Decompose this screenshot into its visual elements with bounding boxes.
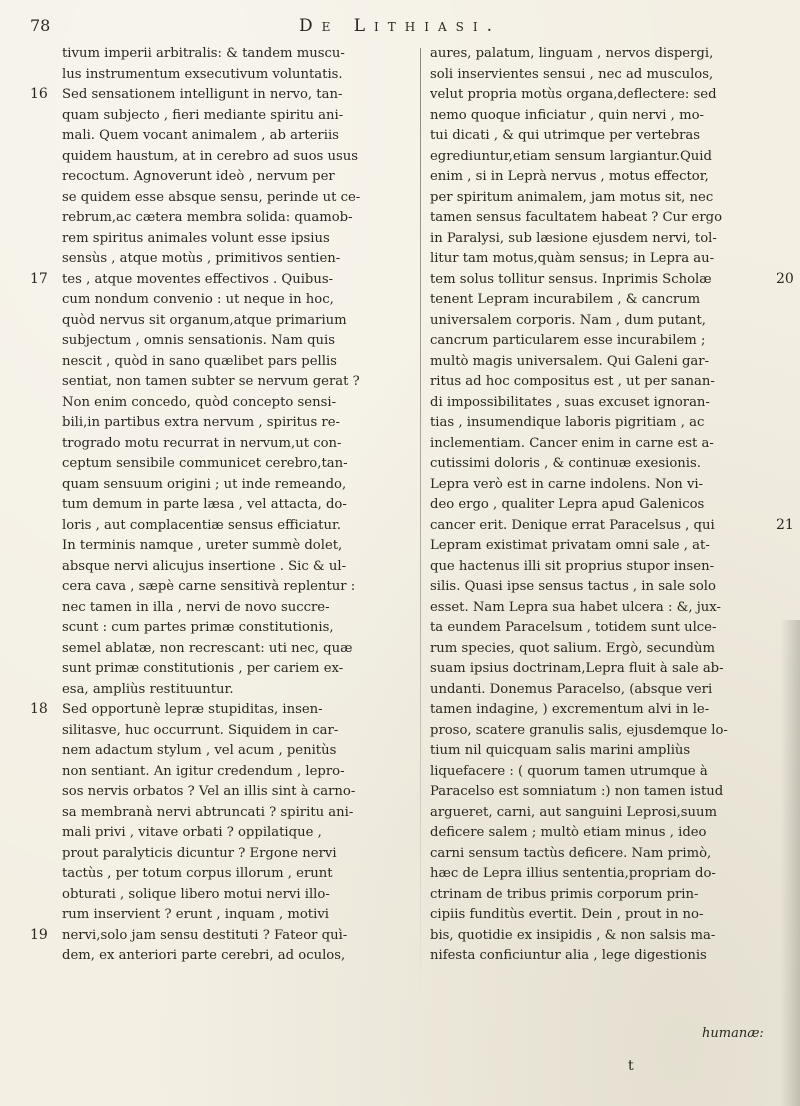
text-line: silitasve, huc occurrunt. Siquidem in car- [62, 722, 339, 738]
text-line: subjectum , omnis sensationis. Nam quis [62, 333, 336, 348]
text-line: litur tam motus,quàm sensus; in Lepra au- [430, 251, 715, 266]
text-line: liquefacere : ( quorum tamen utrumque à [430, 763, 708, 779]
text-line: esset. Nam Lepra sua habet ulcera : &, jux- [430, 599, 721, 615]
margin-number: 17 [30, 270, 48, 287]
page-edge-shadow [780, 620, 800, 1106]
text-line: obturati , solique libero motui nervi illo- [62, 886, 330, 902]
text-line: sa membranà nervi abtruncati ? spiritu ani- [62, 804, 354, 820]
column-divider [420, 48, 421, 1008]
text-line: tivum imperii arbitralis: & tandem muscu- [62, 46, 345, 61]
catchword: humanæ: [702, 1026, 764, 1041]
text-line: carni sensum tactùs deficere. Nam primò, [430, 845, 712, 861]
margin-number: 19 [30, 926, 48, 943]
text-line: aures, palatum, linguam , nervos dispergi, [430, 46, 714, 61]
text-line: hæc de Lepra illius sententia,propriam do- [430, 866, 716, 881]
text-line: lus instrumentum exsecutivum voluntatis. [62, 66, 343, 82]
right-text-column [430, 44, 774, 967]
text-line: tias , insumendique laboris pigritiam , ac [430, 415, 705, 430]
text-line: velut propria motùs organa,deflectere: sed [430, 87, 717, 102]
text-line: cera cava , sæpè carne sensitivà replentur : [62, 579, 356, 594]
text-line: soli inservientes sensui , nec ad musculos, [430, 66, 714, 82]
text-line: tamen sensus facultatem habeat ? Cur ergo [430, 210, 723, 225]
text-line: non sentiant. An igitur credendum , lepro- [62, 763, 345, 779]
text-line: sentiat, non tamen subter se nervum gerat ? [62, 374, 360, 389]
text-line: rebrum,ac cætera membra solida: quamob- [62, 210, 353, 225]
page-header [24, 14, 776, 42]
left-text-column [62, 44, 410, 967]
text-line: dem, ex anteriori parte cerebri, ad oculos, [62, 948, 346, 963]
text-line: cum nondum convenio : ut neque in hoc, [62, 292, 334, 307]
text-line: in Paralysi, sub læsione ejusdem nervi, tol- [430, 230, 717, 246]
text-line: cutissimi doloris , & continuæ exesionis. [430, 456, 701, 471]
text-line: absque nervi alicujus insertione . Sic & ul- [62, 558, 347, 574]
text-line: tes , atque moventes effectivos . Quibus- [62, 271, 334, 287]
text-line: loris , aut complacentiæ sensus efficiatur. [62, 517, 341, 533]
text-line: quam subjecto , fieri mediante spiritu ani- [62, 107, 344, 123]
footer-mark: t [628, 1058, 634, 1074]
text-line: tium nil quicquam salis marini ampliùs [430, 743, 691, 758]
text-line: sos nervis orbatos ? Vel an illis sint à carno- [62, 784, 356, 799]
text-line: nervi,solo jam sensu destituti ? Fateor quì- [62, 927, 348, 943]
text-line: rum species, quot salium. Ergò, secundùm [430, 640, 715, 656]
text-line: ta eundem Paracelsum , totidem sunt ulce- [430, 620, 717, 635]
text-line: mali privi , vitave orbati ? oppilatique , [62, 825, 322, 840]
text-line: di impossibilitates , suas excuset ignoran- [430, 394, 710, 410]
text-line: mali. Quem vocant animalem , ab arteriis [62, 128, 339, 143]
text-line: semel ablatæ, non recrescant: uti nec, quæ [62, 640, 353, 656]
text-line: per spiritum animalem, jam motus sit, nec [430, 189, 714, 205]
text-line: tum demum in parte læsa , vel attacta, do- [62, 497, 347, 512]
text-line: bili,in partibus extra nervum , spiritus re- [62, 415, 340, 430]
text-line: Sed opportunè lepræ stupiditas, insen- [62, 702, 323, 717]
text-line: recoctum. Agnoverunt ideò , nervum per [62, 169, 335, 184]
text-line: ceptum sensibile communicet cerebro,tan- [62, 456, 348, 471]
margin-number: 16 [30, 86, 48, 102]
text-line: nec tamen in illa , nervi de novo succre- [62, 599, 330, 615]
text-line: proso, scatere granulis salis, ejusdemque lo- [430, 722, 728, 738]
text-line: multò magis universalem. Qui Galeni gar- [430, 353, 710, 369]
text-line: Non enim concedo, quòd concepto sensi- [62, 394, 337, 410]
text-line: undanti. Donemus Paracelso, (absque veri [430, 681, 713, 697]
text-line: tactùs , per totum corpus illorum , erunt [62, 866, 333, 881]
text-line: Sed sensationem intelligunt in nervo, tan- [62, 87, 343, 102]
text-line: rum inservient ? erunt , inquam , motivi [62, 907, 329, 922]
text-line: deo ergo , qualiter Lepra apud Galenicos [430, 497, 705, 512]
text-line: cancrum particularem esse incurabilem ; [430, 333, 706, 348]
text-line: tem solus tollitur sensus. Inprimis Scholæ [430, 271, 712, 287]
text-line: Lepram existimat privatam omni sale , at- [430, 538, 710, 553]
text-line: tui dicati , & qui utrimque per vertebras [430, 128, 701, 143]
running-title: De Lithiasi. [298, 16, 502, 36]
text-line: sunt primæ constitutionis , per cariem ex- [62, 661, 344, 676]
text-line: esa, ampliùs restituuntur. [62, 681, 234, 697]
text-line: scunt : cum partes primæ constitutionis, [62, 620, 334, 635]
page-number: 78 [30, 16, 51, 35]
text-line: suam ipsius doctrinam,Lepra fluit à sale ab- [430, 661, 724, 676]
text-line: bis, quotidie ex insipidis , & non salsis ma- [430, 927, 716, 943]
text-line: ctrinam de tribus primis corporum prin- [430, 886, 699, 902]
text-line: sensùs , atque motùs , primitivos sentien- [62, 251, 341, 266]
text-line: cipiis funditùs evertit. Dein , prout in no- [430, 907, 704, 922]
text-line: deficere salem ; multò etiam minus , ideo [430, 825, 707, 840]
text-line: nifesta conficiuntur alia , lege digestionis [430, 948, 707, 963]
text-line: egrediuntur,etiam sensum largiantur.Quid [430, 148, 712, 164]
text-line: argueret, carni, aut sanguini Leprosi,suum [430, 804, 718, 820]
text-line: nescit , quòd in sano quælibet pars pellis [62, 353, 337, 369]
margin-number: 20 [776, 270, 794, 287]
margin-number: 18 [30, 701, 48, 717]
text-line: enim , si in Leprà nervus , motus effector, [430, 169, 709, 184]
margin-number: 21 [776, 516, 794, 533]
text-line: nem adactum stylum , vel acum , penitùs [62, 743, 337, 758]
text-line: nemo quoque inficiatur , quin nervi , mo- [430, 107, 704, 123]
text-line: se quidem esse absque sensu, perinde ut ce- [62, 189, 361, 205]
text-line: tenent Lepram incurabilem , & cancrum [430, 292, 701, 307]
text-line: cancer erit. Denique errat Paracelsus , qui [430, 517, 715, 533]
text-line: Lepra verò est in carne indolens. Non vi- [430, 476, 704, 492]
text-line: In terminis namque , ureter summè dolet, [62, 538, 343, 553]
text-line: quam sensuum origini ; ut inde remeando, [62, 476, 347, 492]
text-line: prout paralyticis dicuntur ? Ergone nervi [62, 845, 337, 861]
text-line: Paracelso est somniatum :) non tamen istud [430, 784, 724, 799]
text-line: que hactenus illi sit proprius stupor insen- [430, 558, 715, 574]
text-line: tamen indagine, ) excrementum alvi in le- [430, 702, 710, 717]
text-line: inclementiam. Cancer enim in carne est a- [430, 435, 714, 451]
text-line: ritus ad hoc compositus est , ut per sanan- [430, 374, 715, 389]
text-line: universalem corporis. Nam , dum putant, [430, 312, 706, 328]
text-line: quidem haustum, at in cerebro ad suos usus [62, 148, 359, 164]
text-line: rem spiritus animales volunt esse ipsius [62, 230, 330, 246]
text-line: silis. Quasi ipse sensus tactus , in sale solo [430, 579, 716, 594]
text-line: quòd nervus sit organum,atque primarium [62, 312, 347, 328]
text-line: trogrado motu recurrat in nervum,ut con- [62, 435, 342, 451]
